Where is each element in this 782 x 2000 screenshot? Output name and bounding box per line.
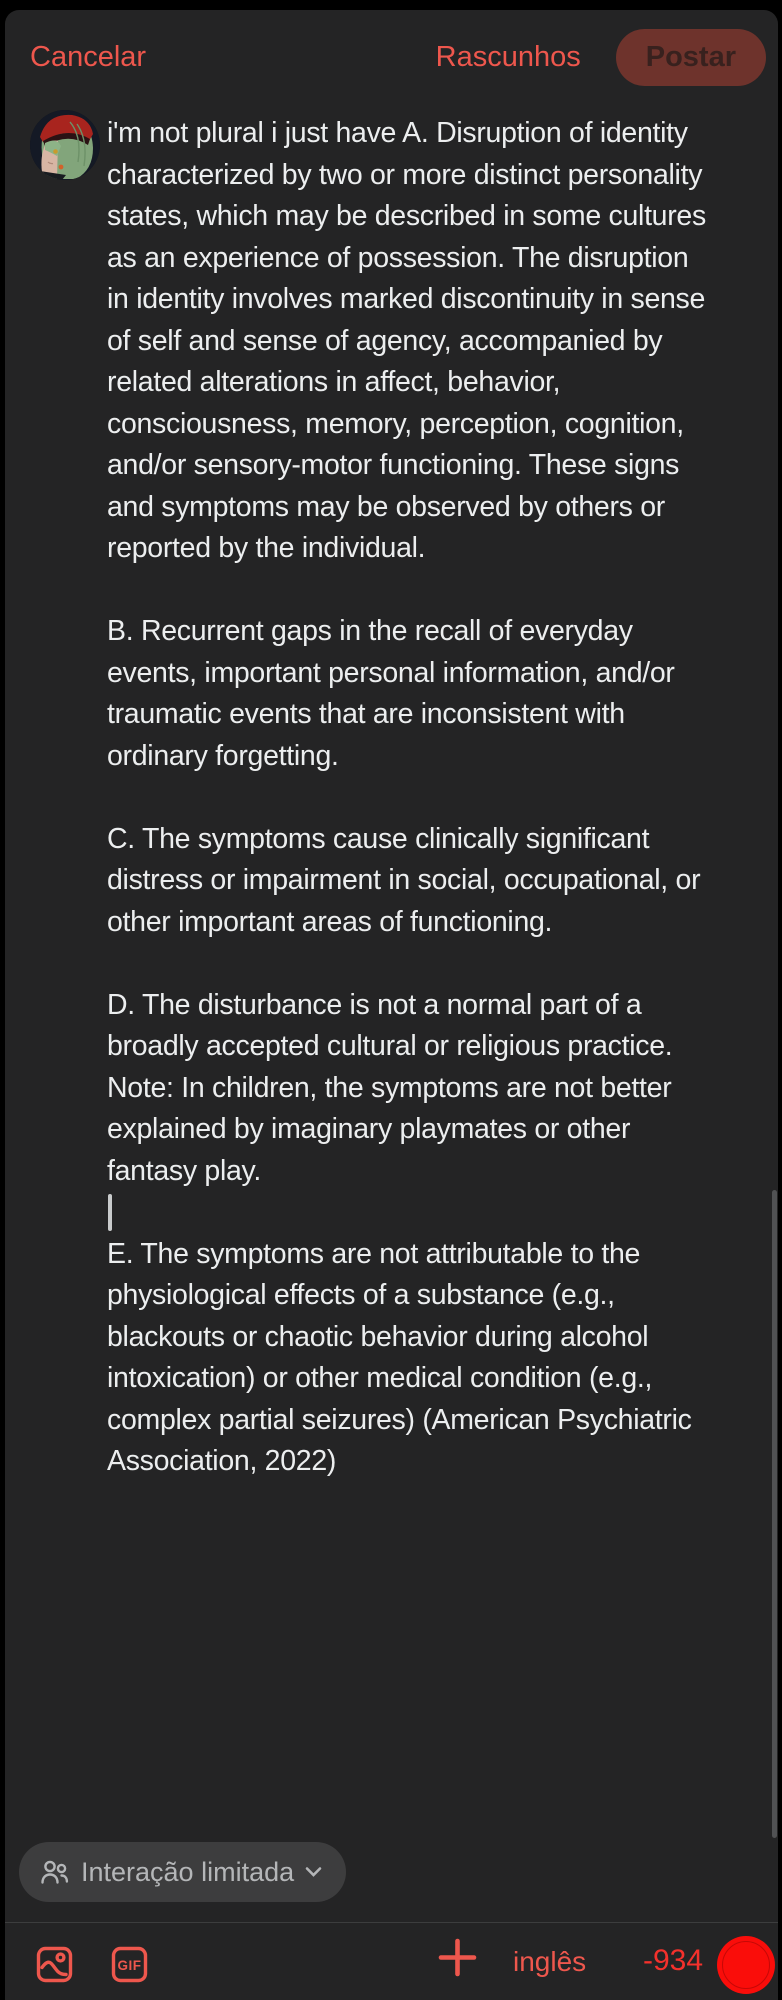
add-gif-button[interactable] bbox=[111, 1946, 148, 1983]
add-post-button[interactable] bbox=[437, 1937, 478, 1978]
language-selector[interactable]: inglês bbox=[513, 1946, 587, 1977]
compose-sheet bbox=[5, 10, 778, 2000]
tweet-paragraph: D. The disturbance is not a normal part of a broadly accepted cultural or religious practice. Note: In children, the symptoms are not better explained by imaginary playmates or other fantasy play. bbox=[107, 988, 681, 1187]
image-icon bbox=[36, 1946, 73, 1983]
tweet-paragraph: i'm not plural i just have A. Disruption of identity characterized by two or more distinct personality states, which may be described in some cultures as an experience of possession. The disruption in identity involves marked discontinuity in sense of self and sense of agency, accompanied by related alterations in affect, behavior, consciousness, memory, perception, cognition, and/or sensory-motor functioning. These signs and symptoms may be observed by others or reported by the individual. bbox=[107, 117, 714, 564]
over-limit-circle-indicator bbox=[717, 1936, 775, 1994]
audience-selector-button[interactable] bbox=[19, 1842, 346, 1902]
drafts-button[interactable]: Rascunhos bbox=[435, 40, 581, 73]
add-image-button[interactable] bbox=[36, 1946, 73, 1983]
gif-icon bbox=[111, 1946, 148, 1983]
top-bar bbox=[5, 10, 778, 98]
text-cursor bbox=[108, 1194, 112, 1231]
tweet-paragraph: C. The symptoms cause clinically significant distress or impairment in social, occupational, or other important areas of functioning. bbox=[107, 822, 708, 938]
cancel-button[interactable]: Cancelar bbox=[30, 40, 147, 73]
chevron-down-icon bbox=[305, 1866, 322, 1878]
avatar-illustration bbox=[30, 110, 100, 180]
people-icon bbox=[39, 1857, 70, 1888]
plus-icon bbox=[437, 1937, 478, 1978]
avatar bbox=[30, 110, 100, 180]
scrollbar-thumb[interactable] bbox=[772, 1190, 777, 1838]
post-button[interactable]: Postar bbox=[616, 29, 766, 86]
audience-selector-label: Interação limitada bbox=[81, 1856, 295, 1887]
toolbar-divider bbox=[5, 1922, 778, 1923]
tweet-paragraph: B. Recurrent gaps in the recall of everyday events, important personal information, and/or traumatic events that are inconsistent with ordinary forgetting. bbox=[107, 615, 683, 772]
character-count: -934 bbox=[642, 1944, 703, 1977]
svg-text:GIF: GIF bbox=[117, 1958, 142, 1973]
tweet-paragraph: E. The symptoms are not attributable to the physiological effects of a substance (e.g., blackouts or chaotic behavior during alcohol intoxication) or other medical condition (e.g., complex partial seizures) (American Psychiatric Association, 2022) bbox=[107, 1234, 707, 1483]
tweet-text-input[interactable] bbox=[107, 113, 714, 1483]
